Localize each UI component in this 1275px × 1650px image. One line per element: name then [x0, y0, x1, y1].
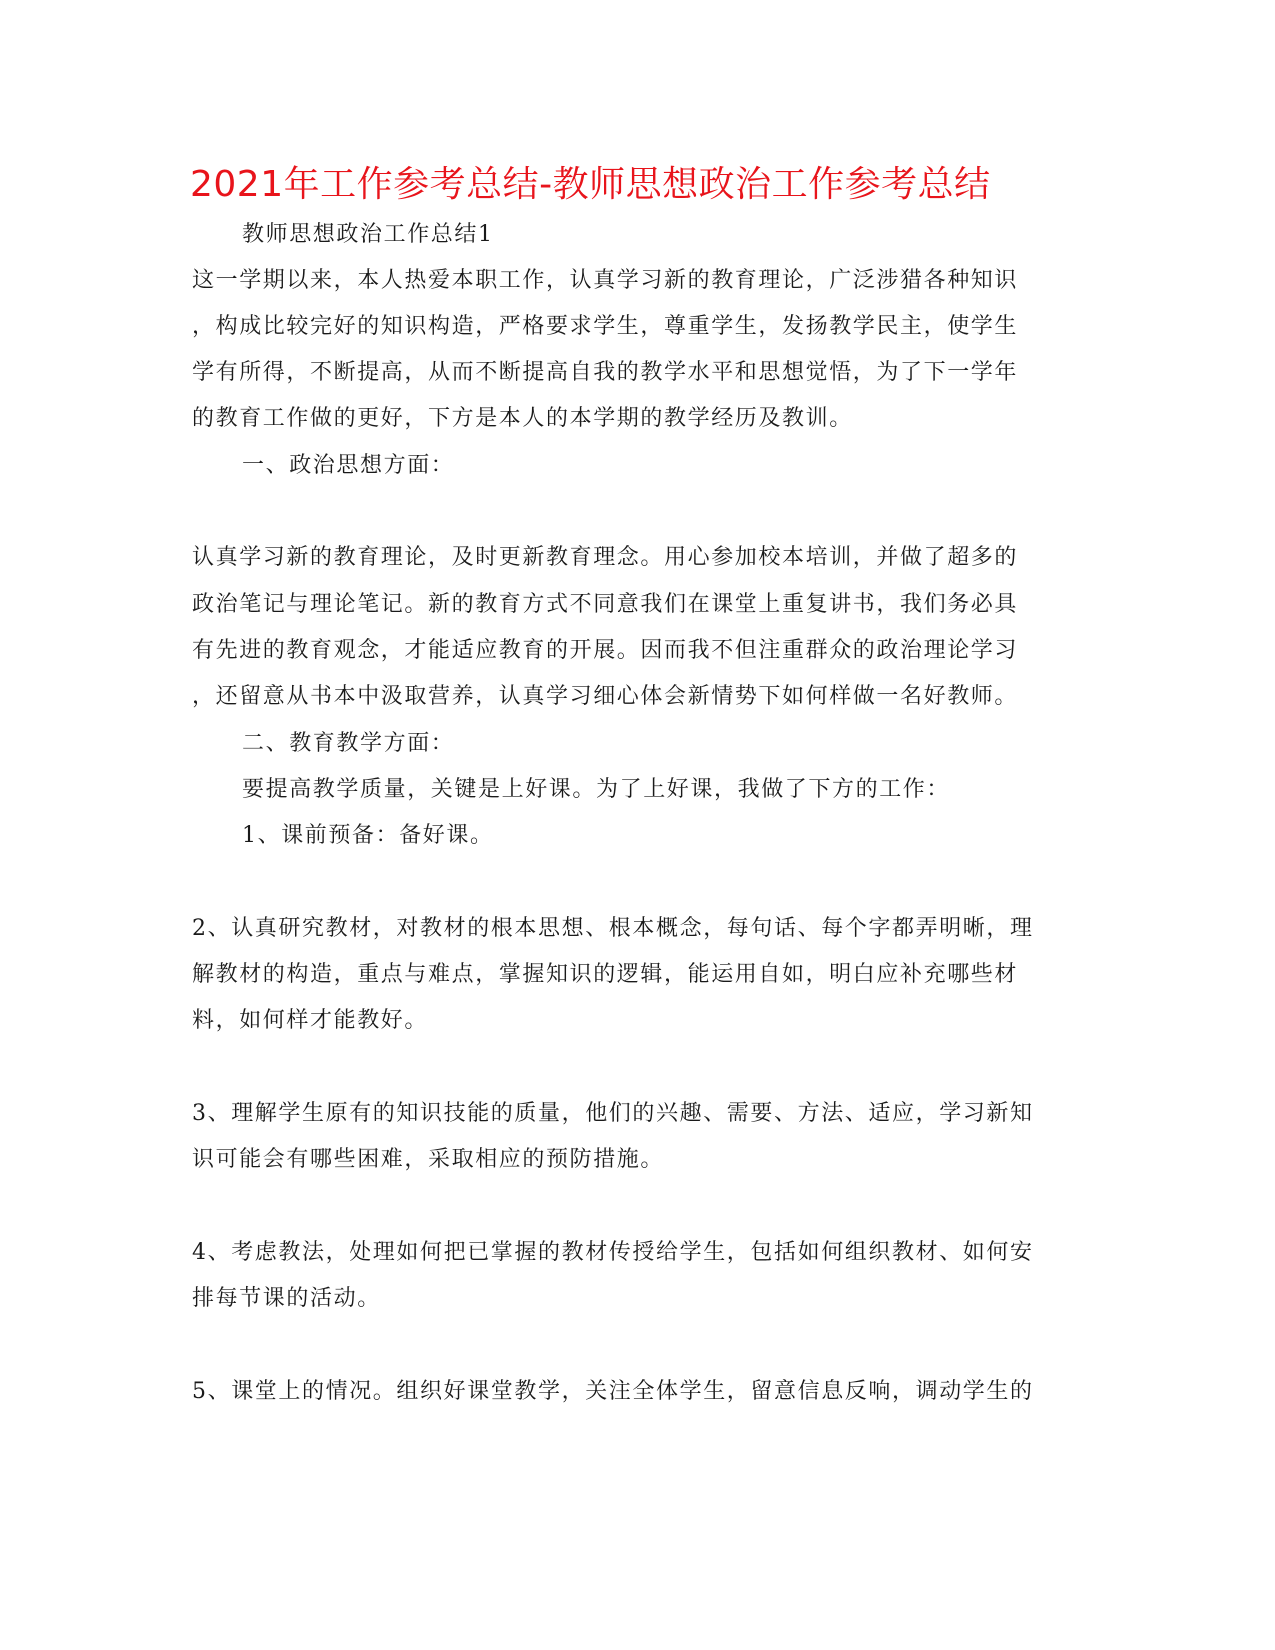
- paragraph-line: 的教育工作做的更好，下方是本人的本学期的教学经历及教训。: [192, 406, 853, 431]
- list-item: 3、理解学生原有的知识技能的质量，他们的兴趣、需要、方法、适应，学习新知: [192, 1101, 1034, 1126]
- paragraph-line: 解教材的构造，重点与难点，掌握知识的逻辑，能运用自如，明白应补充哪些材: [192, 962, 1019, 987]
- paragraph-line: 料，如何样才能教好。: [192, 1008, 429, 1033]
- paragraph-line: 这一学期以来，本人热爱本职工作，认真学习新的教育理论，广泛涉猎各种知识: [192, 268, 1019, 293]
- document-title: 2021年工作参考总结-教师思想政治工作参考总结: [190, 164, 991, 205]
- paragraph-line: 有先进的教育观念，才能适应教育的开展。因而我不但注重群众的政治理论学习: [192, 638, 1019, 663]
- paragraph-line: 政治笔记与理论笔记。新的教育方式不同意我们在课堂上重复讲书，我们务必具: [192, 592, 1019, 617]
- paragraph-line: 排每节课的活动。: [192, 1286, 381, 1311]
- list-item: 2、认真研究教材，对教材的根本思想、根本概念，每句话、每个字都弄明晰，理: [192, 916, 1034, 941]
- section-heading: 教师思想政治工作总结1: [242, 222, 494, 247]
- paragraph-line: 学有所得，不断提高，从而不断提高自我的教学水平和思想觉悟，为了下一学年: [192, 360, 1019, 385]
- section-heading: 一、政治思想方面：: [242, 453, 455, 478]
- paragraph-line: ，构成比较完好的知识构造，严格要求学生，尊重学生，发扬教学民主，使学生: [192, 314, 1019, 339]
- list-item: 1、课前预备：备好课。: [242, 823, 494, 848]
- list-item: 4、考虑教法，处理如何把已掌握的教材传授给学生，包括如何组织教材、如何安: [192, 1240, 1034, 1265]
- paragraph-line: 识可能会有哪些困难，采取相应的预防措施。: [192, 1147, 665, 1172]
- paragraph-line: 要提高教学质量，关键是上好课。为了上好课，我做了下方的工作：: [242, 777, 951, 802]
- paragraph-line: ，还留意从书本中汲取营养，认真学习细心体会新情势下如何样做一名好教师。: [192, 684, 1019, 709]
- section-heading: 二、教育教学方面：: [242, 731, 455, 756]
- list-item: 5、课堂上的情况。组织好课堂教学，关注全体学生，留意信息反响，调动学生的: [192, 1379, 1034, 1404]
- paragraph-line: 认真学习新的教育理论，及时更新教育理念。用心参加校本培训，并做了超多的: [192, 545, 1019, 570]
